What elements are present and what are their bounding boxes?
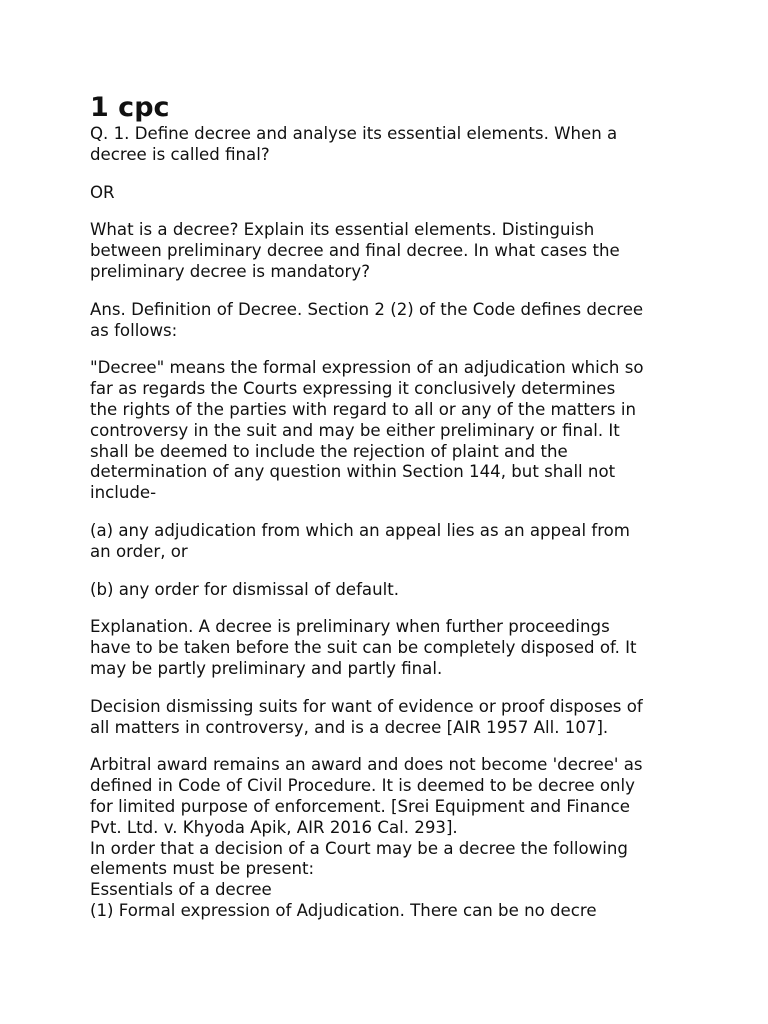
text-line: decree is called final?	[90, 144, 270, 164]
paragraph	[90, 124, 710, 166]
text-line: What is a decree? Explain its essential elements. Distinguish	[90, 220, 595, 240]
text-line: preliminary decree is mandatory?	[90, 261, 371, 281]
text-line: Decision dismissing suits for want of evidence or proof disposes of	[90, 696, 643, 716]
paragraph	[90, 183, 710, 204]
text-line: determination of any question within Section 144, but shall not	[90, 462, 616, 482]
text-line: OR	[90, 182, 115, 202]
text-line: (1) Formal expression of Adjudication. There can be no decre	[90, 900, 597, 920]
paragraph	[90, 580, 710, 601]
text-line: Explanation. A decree is preliminary when further proceedings	[90, 617, 610, 637]
text-line: an order, or	[90, 541, 188, 561]
text-line: between preliminary decree and final decree. In what cases the	[90, 241, 620, 261]
text-line: Ans. Definition of Decree. Section 2 (2) of the Code defines decree	[90, 299, 644, 319]
paragraph	[90, 697, 710, 739]
text-line: for limited purpose of enforcement. [Srei Equipment and Finance	[90, 796, 630, 816]
text-line: Essentials of a decree	[90, 880, 272, 900]
text-line: (b) any order for dismissal of default.	[90, 579, 399, 599]
text-line: "Decree" means the formal expression of an adjudication which so	[90, 358, 644, 378]
paragraph	[90, 220, 710, 282]
text-line: have to be taken before the suit can be completely disposed of. It	[90, 638, 637, 658]
text-line: may be partly preliminary and partly final.	[90, 658, 443, 678]
text-line: (a) any adjudication from which an appeal lies as an appeal from	[90, 520, 630, 540]
document-body	[90, 124, 710, 922]
text-line: Arbitral award remains an award and does not become 'decree' as	[90, 755, 643, 775]
text-line: as follows:	[90, 320, 178, 340]
text-line: include-	[90, 483, 157, 503]
paragraph	[90, 300, 710, 342]
text-line: shall be deemed to include the rejection of plaint and the	[90, 441, 568, 461]
text-line: Q. 1. Define decree and analyse its essential elements. When a	[90, 124, 618, 143]
document-title: 1 cpc	[90, 92, 170, 123]
paragraph	[90, 358, 710, 504]
text-line: Pvt. Ltd. v. Khyoda Apik, AIR 2016 Cal. 293].	[90, 817, 458, 837]
text-line: all matters in controversy, and is a decree [AIR 1957 All. 107].	[90, 717, 609, 737]
text-line: In order that a decision of a Court may be a decree the following	[90, 838, 628, 858]
paragraph	[90, 521, 710, 563]
text-line: the rights of the parties with regard to all or any of the matters in	[90, 399, 636, 419]
text-line: defined in Code of Civil Procedure. It is deemed to be decree only	[90, 776, 635, 796]
text-line: far as regards the Courts expressing it conclusively determines	[90, 379, 616, 399]
text-line: elements must be present:	[90, 859, 315, 879]
text-line: controversy in the suit and may be either preliminary or final. It	[90, 420, 620, 440]
paragraph	[90, 755, 710, 921]
paragraph	[90, 617, 710, 679]
document-page	[90, 92, 710, 939]
